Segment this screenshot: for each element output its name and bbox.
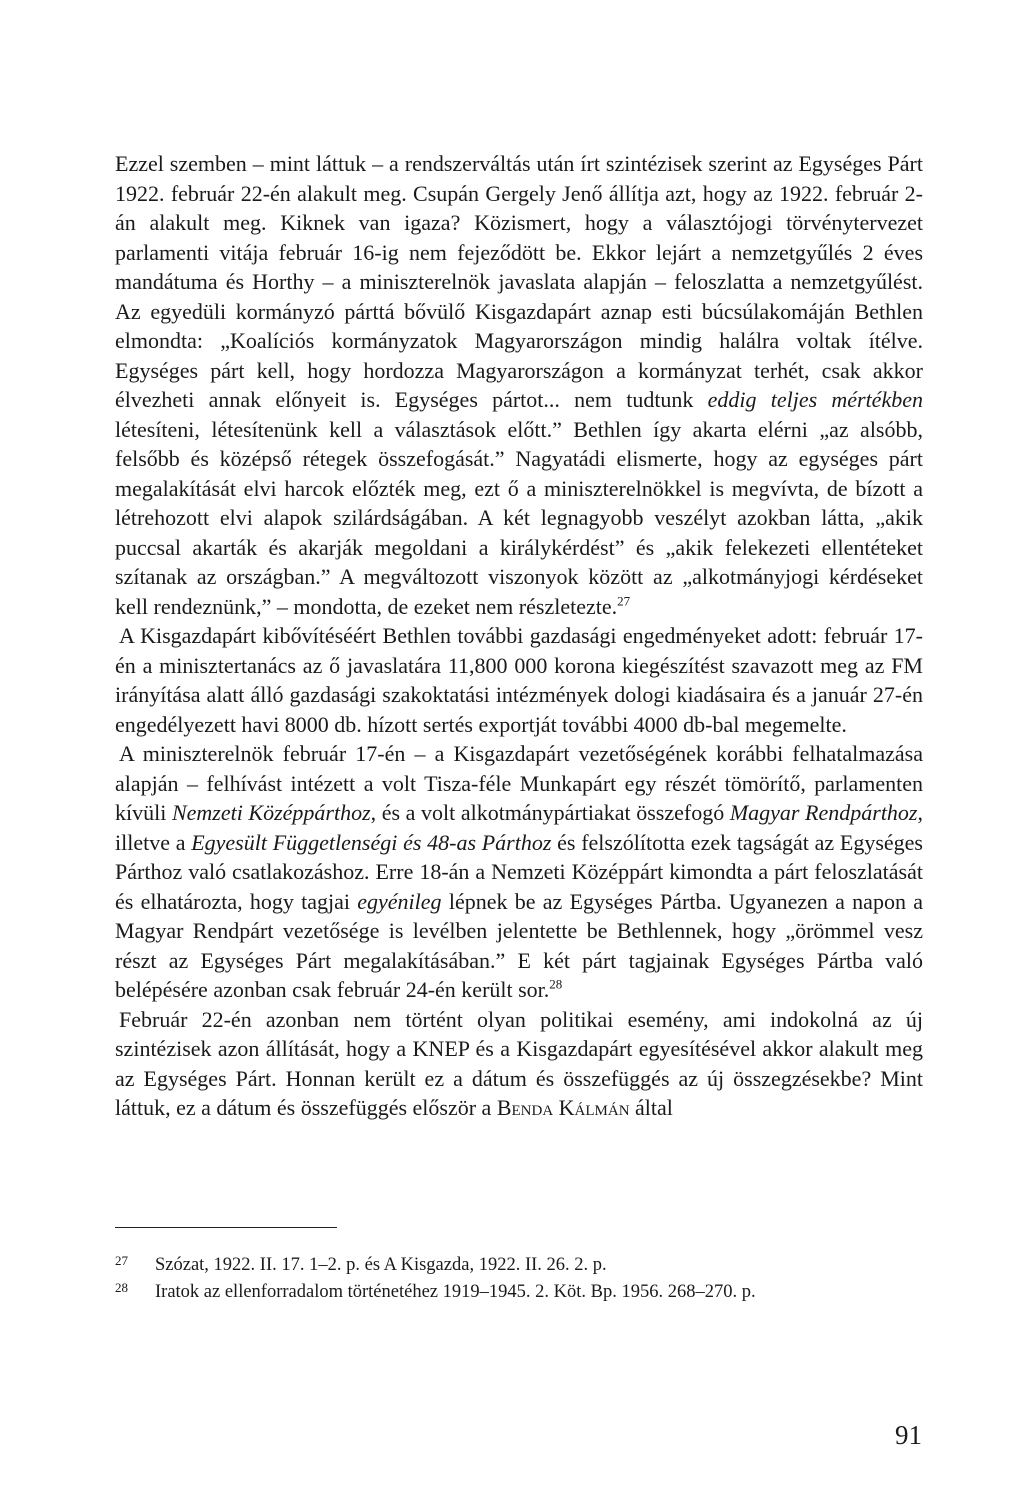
party-name-magyar-rendpart: Magyar Rendpárthoz — [729, 800, 918, 825]
paragraph-1 — [115, 149, 923, 621]
footnote-ref-27: 27 — [617, 593, 631, 609]
footnote-28 — [115, 1279, 923, 1306]
footnote-text: Szózat, 1922. II. 17. 1–2. p. és A Kisgazda, 1922. II. 26. 2. p. — [155, 1255, 607, 1275]
footnotes — [115, 1252, 923, 1306]
paragraph-4-text-a: Február 22-én azonban nem történt olyan politikai esemény, ami indokolná az új szintézisek azon állítását, hogy a KNEP és a Kisgazdapárt egyesítésével akkor alakult meg az Egységes Párt. Honnan került ez a dátum és összefüggés az új összegzésekbe? Mint láttuk, ez a dátum és összefüggés először a — [115, 1006, 923, 1120]
party-name-nemzeti-kozeppart: Nemzeti Középpárthoz — [171, 800, 371, 825]
paragraph-3-text-e: lépnek be az Egységes Pártba. Ugyanezen a napon a Magyar Rendpárt vezetősége is levélben jelentette be Bethlennek, hogy „örömmel vesz részt az Egységes Párt megalakításában.” E két párt tagjainak Egységes Pártba való belépésére azonban csak február 24-én került sor. — [115, 888, 923, 1002]
paragraph-2 — [115, 621, 923, 739]
paragraph-1-text: Ezzel szemben – mint láttuk – a rendszerváltás után írt szintézisek szerint az Egységes Párt 1922. február 22-én alakult meg. Csupán Gergely Jenő állítja azt, hogy az 1922. február 2-án alakult meg. Kiknek van igaza? Közismert, hogy a választójogi törvénytervezet parlamenti vitája február 16-ig nem fejeződött be. Ekkor lejárt a nemzetgyűlés 2 éves mandátuma és Horthy – a miniszterelnök javaslata alapján – feloszlatta a nemzetgyűlést. Az egyedüli kormányzó párttá bővülő Kisgazdapárt aznap esti búcsúlakomáján Bethlen elmondta: „Koalíciós kormányzatok Magyarországon mindig halálra voltak ítélve. Egységes párt kell, hogy hordozza Magyarországon a kormányzat terhét, csak akkor élvezheti annak előnyeit is. Egységes pártot... nem tudtunk — [115, 151, 923, 412]
page-number: 91 — [895, 1420, 922, 1450]
author-name-small-caps: Benda Kálmán — [496, 1095, 630, 1120]
paragraph-4 — [115, 1005, 923, 1123]
paragraph-1-continued: létesíteni, létesítenünk kell a választások előtt.” Bethlen így akarta elérni „az alsóbb, felsőbb és középső rétegek összefogását.” Nagyatádi elismerte, hogy az egységes párt megalakítását elvi harcok előzték meg, ezt ő a miniszterelnökkel is megvívta, de bízott a létrehozott elvi alapok szilárdságában. A két legnagyobb veszélyt azokban látta, „akik puccsal akarták és akarják megoldani a királykérdést” és „akik felekezeti ellentéteket szítanak az országban.” A megváltozott viszonyok között az „alkotmányjogi kérdéseket kell rendeznünk,” – mondotta, de ezeket nem részletezte. — [115, 416, 923, 619]
paragraph-1-emphasis: eddig teljes mértékben — [707, 387, 923, 412]
body-text — [115, 149, 923, 1123]
footnote-separator — [115, 1227, 337, 1228]
paragraph-3-emphasis: egyénileg — [357, 888, 442, 914]
footnote-number: 27 — [115, 1253, 128, 1268]
paragraph-4-text-b: által — [629, 1095, 673, 1120]
paragraph-2-text: A Kisgazdapárt kibővítéséért Bethlen további gazdasági engedményeket adott: február 17-én a minisztertanács az ő javaslatára 11,800 000 korona kiegészítést szavazott meg az FM irányítása alatt álló gazdasági szakoktatási intézmények dologi kiadásaira és a január 27-én engedélyezett havi 8000 db. hízott sertés exportját további 4000 db-bal megemelte. — [115, 623, 923, 737]
paragraph-3-text-b: , és a volt alkotmánypártiakat összefogó — [370, 800, 730, 825]
footnote-ref-28: 28 — [549, 976, 563, 992]
footnote-27 — [115, 1252, 923, 1279]
paragraph-3-text-c: , illetve a — [115, 800, 923, 855]
footnote-number: 28 — [115, 1280, 128, 1295]
paragraph-3 — [115, 739, 923, 1005]
party-name-egyesult-fuggetlensegi: Egyesült Függetlenségi és 48-as Párthoz — [191, 829, 552, 855]
footnote-text: Iratok az ellenforradalom történetéhez 1919–1945. 2. Köt. Bp. 1956. 268–270. p. — [155, 1282, 756, 1302]
paragraph-3-text-a: A miniszterelnök február 17-én – a Kisgazdapárt vezetőségének korábbi felhatalmazása alapján – felhívást intézett a volt Tisza-féle Munkapárt egy részét tömörítő, parlamenten kívüli — [115, 741, 923, 825]
paragraph-3-text-d: és felszólította ezek tagságát az Egységes Párthoz való csatlakozáshoz. Erre 18-án a Nemzeti Középpárt kimondta a párt feloszlatását és elhatározta, hogy tagjai — [115, 829, 923, 914]
